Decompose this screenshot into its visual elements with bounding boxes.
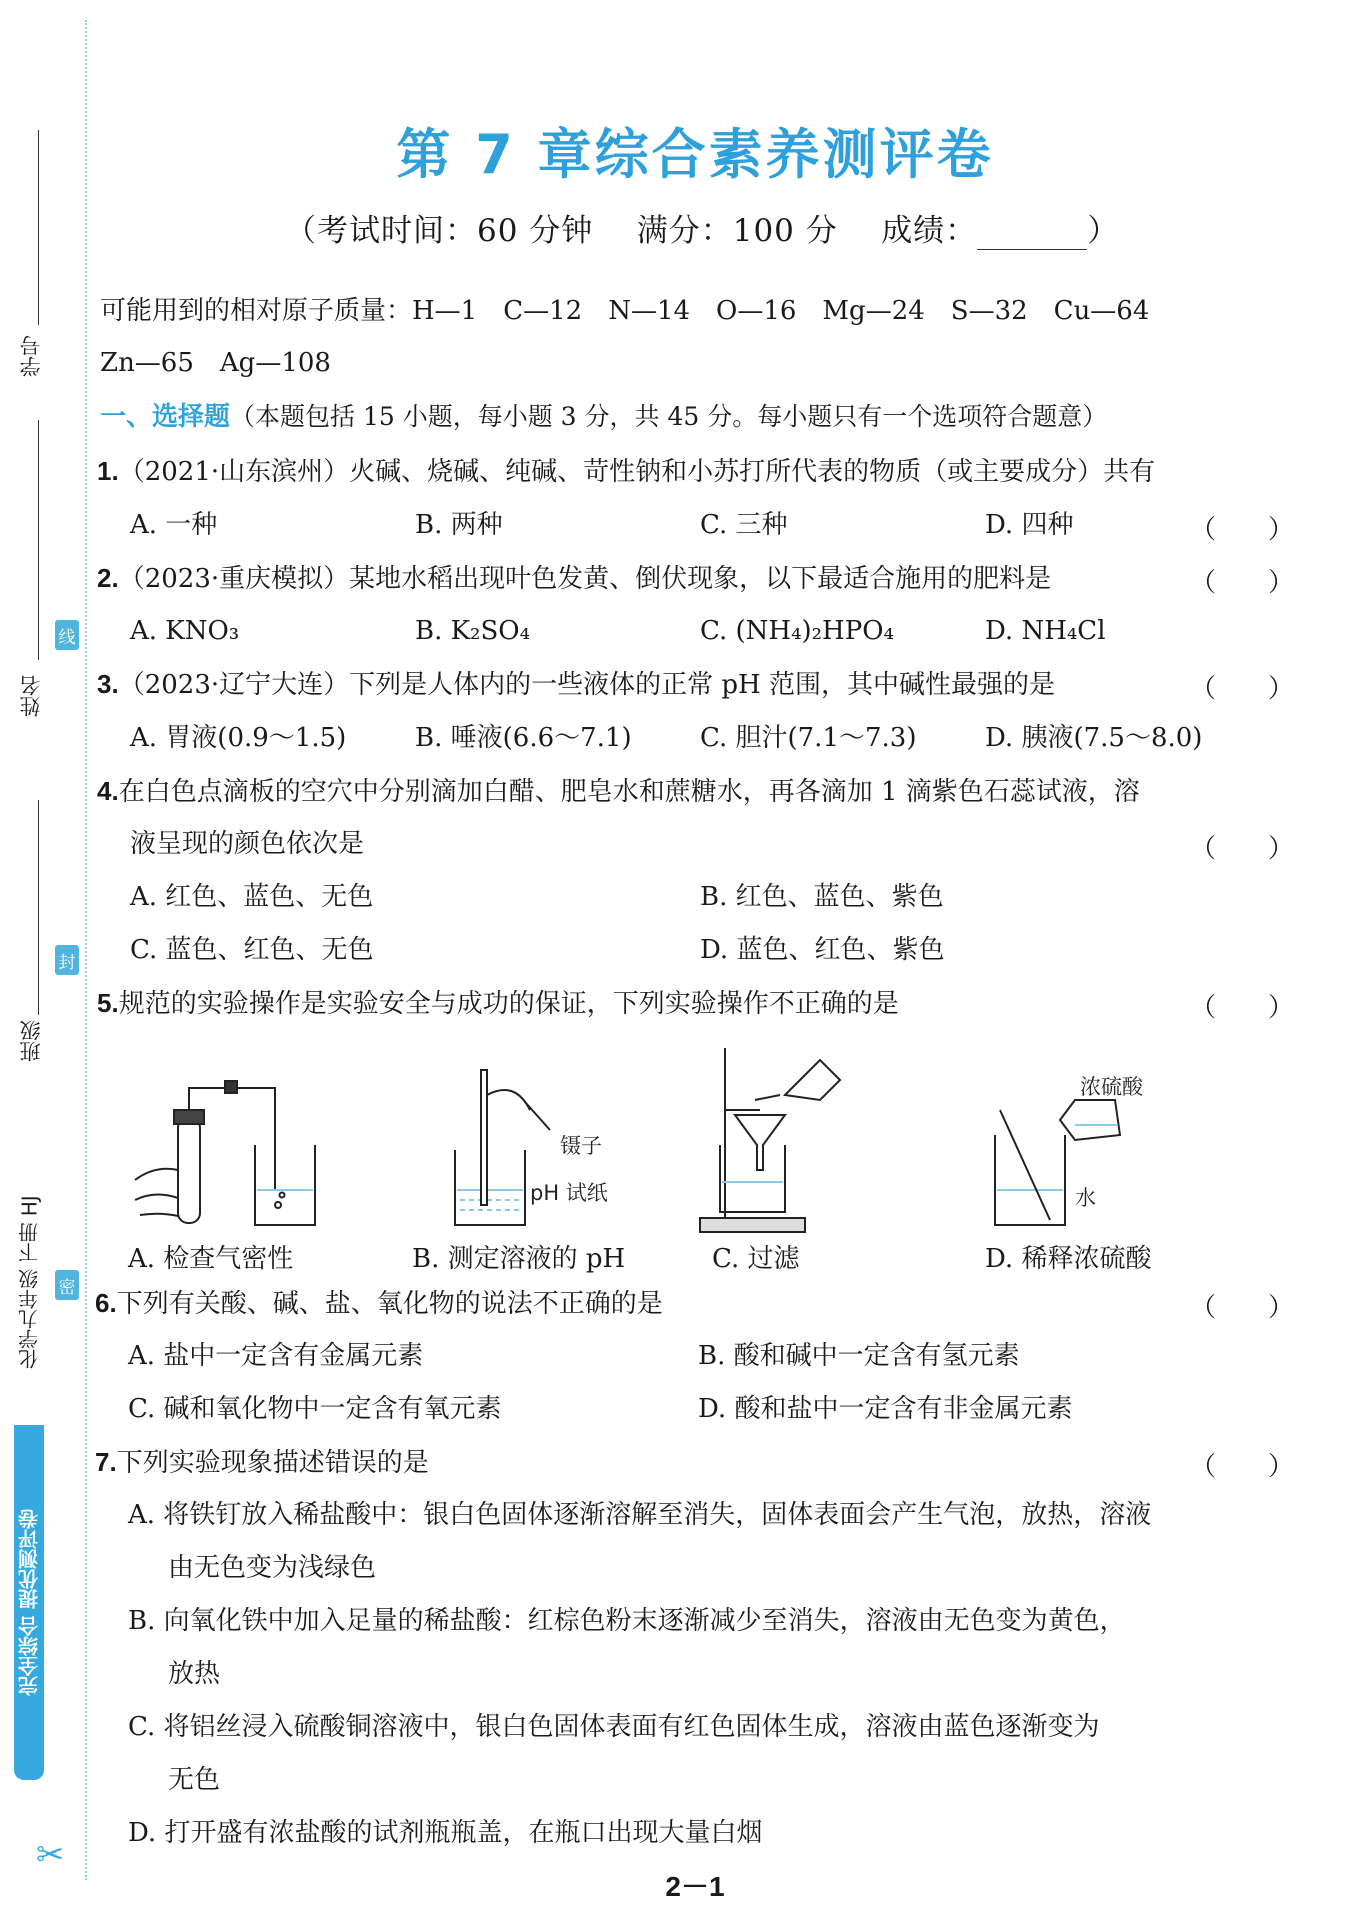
q2-option-d[interactable]: D. NH₄Cl	[985, 616, 1106, 646]
class-label: 班级	[19, 1020, 43, 1062]
score-blank[interactable]	[977, 219, 1087, 250]
q4-option-d[interactable]: D. 蓝色、红色、紫色	[700, 935, 945, 965]
q4-answer-blank[interactable]: （ ）	[1190, 834, 1295, 864]
question-4	[97, 775, 1140, 808]
question-text: （2021·山东滨州）火碱、烧碱、纯碱、苛性钠和小苏打所代表的物质（或主要成分）共有	[118, 457, 1156, 487]
question-number: 4.	[97, 776, 119, 806]
q5-figures	[130, 1040, 1210, 1240]
name-label: 姓名	[19, 675, 43, 717]
full-score: 满分：100 分	[636, 213, 838, 249]
atomic-masses-line2: Zn—65 Ag—108	[100, 348, 331, 378]
series-banner	[14, 1425, 44, 1780]
exam-time: （考试时间：60 分钟	[285, 213, 594, 249]
question-text: 在白色点滴板的空穴中分别滴加白醋、肥皂水和蔗糖水，再各滴加 1 滴紫色石蕊试液，溶	[118, 777, 1140, 807]
question-3	[97, 668, 1055, 701]
seal-seal-mark: 封	[55, 945, 79, 975]
class-line	[38, 800, 39, 1015]
question-number: 5.	[97, 988, 119, 1018]
q1-option-d[interactable]: D. 四种	[985, 510, 1074, 540]
q7-option-b[interactable]: B. 向氧化铁中加入足量的稀盐酸：红棕色粉末逐渐减少至消失，溶液由无色变为黄色，	[128, 1606, 1126, 1636]
question-2	[97, 562, 1051, 595]
seal-close-mark: 密	[55, 1270, 79, 1300]
score-label: 成绩：	[881, 213, 978, 249]
series-label: 完全综合 提优测评卷	[17, 1509, 42, 1696]
acid-label: 浓硫酸	[1080, 1075, 1143, 1099]
question-5	[97, 987, 899, 1020]
q1-option-b[interactable]: B. 两种	[415, 510, 503, 540]
atomic-masses-line1: 可能用到的相对原子质量：H—1 C—12 N—14 O—16 Mg—24 S—32 Cu—64	[100, 296, 1150, 326]
q2-option-b[interactable]: B. K₂SO₄	[415, 616, 531, 646]
filtration-diagram	[700, 1048, 840, 1232]
tweezers-label: 镊子	[560, 1134, 602, 1158]
q5-option-d[interactable]: D. 稀释浓硫酸	[985, 1244, 1152, 1274]
question-6	[95, 1287, 663, 1320]
cut-line	[85, 20, 87, 1880]
name-line	[38, 420, 39, 660]
exam-info	[285, 205, 1119, 250]
q3-option-a[interactable]: A. 胃液(0.9～1.5)	[130, 723, 347, 753]
q3-option-c[interactable]: C. 胆汁(7.1～7.3)	[700, 723, 917, 753]
seal-line-mark: 线	[55, 620, 79, 650]
student-no-label: 学号	[19, 335, 43, 377]
water-label: 水	[1075, 1186, 1096, 1210]
q1-option-a[interactable]: A. 一种	[130, 510, 218, 540]
q3-option-d[interactable]: D. 胰液(7.5～8.0)	[985, 723, 1203, 753]
question-text: 规范的实验操作是实验安全与成功的保证，下列实验操作不正确的是	[118, 989, 899, 1019]
q5-answer-blank[interactable]: （ ）	[1190, 993, 1295, 1023]
q6-option-b[interactable]: B. 酸和碱中一定含有氢元素	[698, 1341, 1020, 1371]
q4-option-b[interactable]: B. 红色、蓝色、紫色	[700, 882, 944, 912]
q7-option-c[interactable]: C. 将铝丝浸入硫酸铜溶液中，银白色固体表面有红色固体生成，溶液由蓝色逐渐变为	[128, 1712, 1100, 1742]
scissors-icon: ✂	[36, 1835, 65, 1875]
q4-option-a[interactable]: A. 红色、蓝色、无色	[130, 882, 374, 912]
q5-option-a[interactable]: A. 检查气密性	[128, 1244, 294, 1274]
dilute-acid-diagram	[995, 1100, 1120, 1225]
section-title: 一、选择题	[100, 402, 231, 432]
q7-answer-blank[interactable]: （ ）	[1190, 1452, 1295, 1482]
page-title: 第 7 章综合素养测评卷	[396, 123, 994, 186]
question-text: 下列实验现象描述错误的是	[116, 1448, 429, 1478]
q7-option-a-cont: 由无色变为浅绿色	[168, 1553, 377, 1583]
question-7	[95, 1446, 429, 1479]
section-note: （本题包括 15 小题，每小题 3 分，共 45 分。每小题只有一个选项符合题意）	[230, 402, 1108, 431]
q7-option-a[interactable]: A. 将铁钉放入稀盐酸中：银白色固体逐渐溶解至消失，固体表面会产生气泡，放热，溶液	[128, 1500, 1152, 1530]
question-text: （2023·辽宁大连）下列是人体内的一些液体的正常 pH 范围，其中碱性最强的是	[118, 670, 1055, 700]
q5-option-c[interactable]: C. 过滤	[712, 1244, 800, 1274]
question-text: 下列有关酸、碱、盐、氧化物的说法不正确的是	[116, 1289, 663, 1319]
q3-answer-blank[interactable]: （ ）	[1190, 674, 1295, 704]
q6-answer-blank[interactable]: （ ）	[1190, 1293, 1295, 1323]
q6-option-c[interactable]: C. 碱和氧化物中一定含有氧元素	[128, 1394, 502, 1424]
question-number: 6.	[95, 1288, 117, 1318]
q1-answer-blank[interactable]: （ ）	[1190, 515, 1295, 545]
ph-paper-label: pH 试纸	[530, 1181, 608, 1205]
question-1	[97, 455, 1155, 488]
question-text: （2023·重庆模拟）某地水稻出现叶色发黄、倒伏现象，以下最适合施用的肥料是	[118, 564, 1052, 594]
q4-option-c[interactable]: C. 蓝色、红色、无色	[130, 935, 374, 965]
q7-option-d[interactable]: D. 打开盛有浓盐酸的试剂瓶瓶盖，在瓶口出现大量白烟	[128, 1818, 763, 1848]
q3-option-b[interactable]: B. 唾液(6.6～7.1)	[415, 723, 632, 753]
airtightness-check-diagram	[135, 1081, 315, 1225]
exam-info-close: ）	[1087, 213, 1120, 249]
q5-option-b[interactable]: B. 测定溶液的 pH	[412, 1244, 626, 1274]
q6-option-a[interactable]: A. 盐中一定含有金属元素	[128, 1341, 424, 1371]
q2-option-c[interactable]: C. (NH₄)₂HPO₄	[700, 616, 894, 646]
question-number: 1.	[97, 456, 119, 486]
q1-option-c[interactable]: C. 三种	[700, 510, 788, 540]
q2-option-a[interactable]: A. KNO₃	[130, 616, 240, 646]
q7-option-b-cont: 放热	[168, 1659, 221, 1689]
q6-option-d[interactable]: D. 酸和盐中一定含有非金属元素	[698, 1394, 1073, 1424]
section-heading	[100, 401, 1107, 433]
q7-option-c-cont: 无色	[168, 1765, 221, 1795]
page-number: 2－1	[665, 1871, 725, 1902]
question-4-cont: 液呈现的颜色依次是	[130, 829, 365, 859]
q2-answer-blank[interactable]: （ ）	[1190, 568, 1295, 598]
question-number: 7.	[95, 1447, 117, 1477]
question-number: 2.	[97, 563, 119, 593]
question-number: 3.	[97, 669, 119, 699]
book-info: 化学九年级 下册 HJ	[17, 1195, 42, 1370]
